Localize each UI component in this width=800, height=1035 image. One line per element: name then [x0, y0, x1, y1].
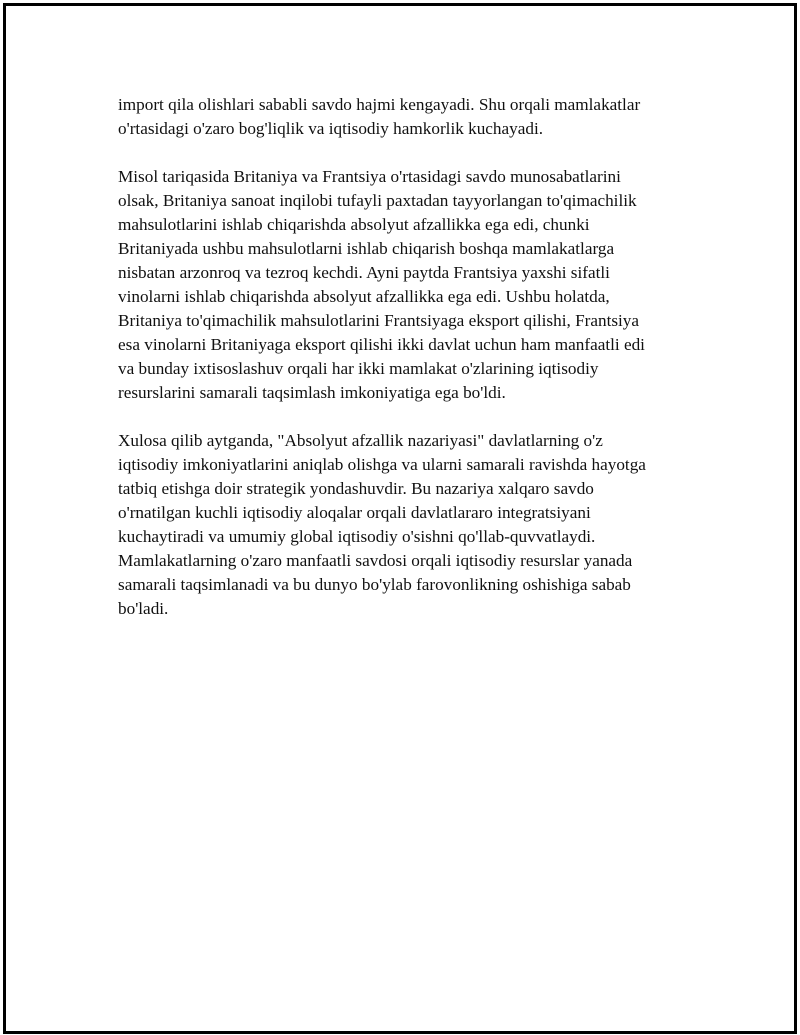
text-line: esa vinolarni Britaniyaga eksport qilishi ikki davlat uchun ham manfaatli edi [118, 335, 645, 354]
paragraph-3 [118, 429, 708, 621]
text-line: samarali taqsimlanadi va bu dunyo bo'ylab farovonlikning oshishiga sabab [118, 575, 631, 594]
text-line: Britaniya to'qimachilik mahsulotlarini Frantsiyaga eksport qilishi, Frantsiya [118, 311, 640, 330]
text-line: vinolarni ishlab chiqarishda absolyut afzallikka ega edi. Ushbu holatda, [118, 287, 610, 306]
text-line: mahsulotlarini ishlab chiqarishda absolyut afzallikka ega edi, chunki [118, 215, 590, 234]
text-line: Misol tariqasida Britaniya va Frantsiya o'rtasidagi savdo munosabatlarini [118, 167, 621, 186]
paragraph-2 [118, 165, 708, 405]
text-line: va bunday ixtisoslashuv orqali har ikki mamlakat o'zlarining iqtisodiy [118, 359, 599, 378]
text-line: resurslarini samarali taqsimlash imkoniyatiga ega bo'ldi. [118, 383, 506, 402]
text-line: olsak, Britaniya sanoat inqilobi tufayli paxtadan tayyorlangan to'qimachilik [118, 191, 637, 210]
text-line: import qila olishlari sababli savdo hajmi kengayadi. Shu orqali mamlakatlar [118, 95, 641, 114]
text-line: kuchaytiradi va umumiy global iqtisodiy o'sishni qo'llab-quvvatlaydi. [118, 527, 596, 546]
document-body [118, 93, 708, 645]
paragraph-1 [118, 93, 708, 141]
text-line: o'rnatilgan kuchli iqtisodiy aloqalar orqali davlatlararo integratsiyani [118, 503, 591, 522]
text-line: Britaniyada ushbu mahsulotlarni ishlab chiqarish boshqa mamlakatlarga [118, 239, 615, 258]
text-line: bo'ladi. [118, 599, 169, 618]
text-line: iqtisodiy imkoniyatlarini aniqlab olishga va ularni samarali ravishda hayotga [118, 455, 646, 474]
text-line: o'rtasidagi o'zaro bog'liqlik va iqtisodiy hamkorlik kuchayadi. [118, 119, 544, 138]
text-line: Xulosa qilib aytganda, "Absolyut afzallik nazariyasi" davlatlarning o'z [118, 431, 603, 450]
text-line: Mamlakatlarning o'zaro manfaatli savdosi orqali iqtisodiy resurslar yanada [118, 551, 633, 570]
text-line: nisbatan arzonroq va tezroq kechdi. Ayni paytda Frantsiya yaxshi sifatli [118, 263, 610, 282]
text-line: tatbiq etishga doir strategik yondashuvdir. Bu nazariya xalqaro savdo [118, 479, 594, 498]
